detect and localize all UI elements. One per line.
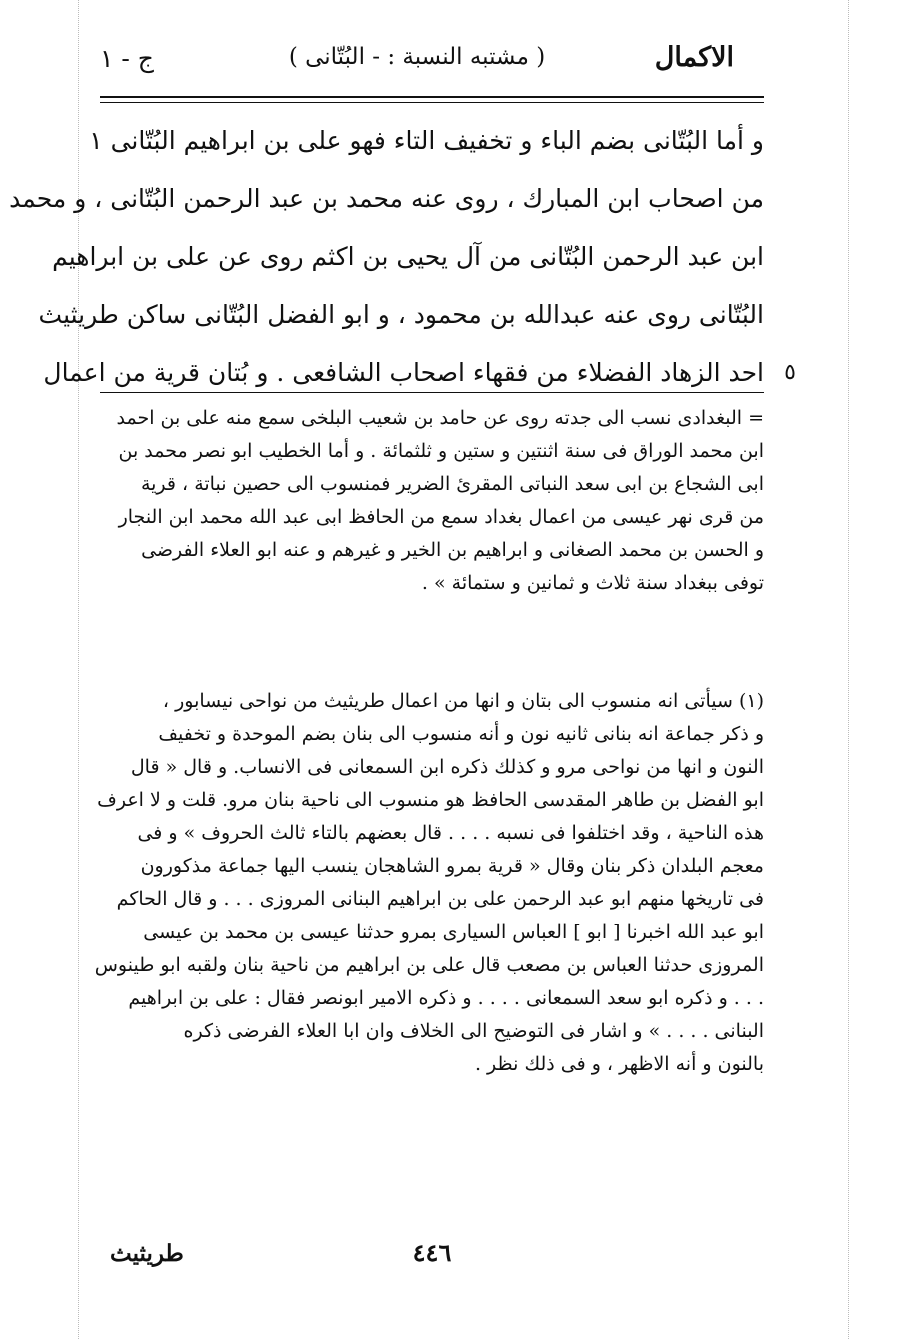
- footnote-line: ابو الفضل بن طاهر المقدسى الحافظ هو منسوب الى ناحية بنان مرو. قلت و لا اعرف: [97, 789, 764, 811]
- page-header: [70, 36, 764, 92]
- main-line-text: احد الزهاد الفضلاء من فقهاء اصحاب الشافعى . و بُتان قرية من اعمال: [43, 358, 764, 387]
- book-title: الاكمال: [654, 42, 734, 73]
- main-line: ابن عبد الرحمن البُتّانى من آل يحيى بن اكثم روى عن على بن ابراهيم: [52, 242, 764, 271]
- main-line: و أما البُتّانى بضم الباء و تخفيف التاء فهو على بن ابراهيم البُتّانى ١: [89, 126, 764, 155]
- footnote-line: . . . و ذكره ابو سعد السمعانى . . . . و ذكره الامير ابونصر فقال : على بن ابراهيم: [128, 987, 764, 1009]
- footnote-line: من قرى نهر عيسى من اعمال بغداد سمع من الحافظ ابى عبد الله محمد ابن النجار: [118, 506, 764, 528]
- footnote-line: فى تاريخها منهم ابو عبد الرحمن على بن ابراهيم البنانى المروزى . . . و قال الحاكم: [116, 888, 764, 910]
- footnote-line: ابن محمد الوراق فى سنة اثنتين و ستين و ثلثمائة . و أما الخطيب ابو نصر محمد بن: [118, 440, 764, 462]
- footnote-line: و الحسن بن محمد الصغانى و ابراهيم بن الخير و غيرهم و عنه ابو العلاء الفرضى: [141, 539, 764, 561]
- footnote-line: النون و انها من نواحى مرو و كذلك ذكره ابن السمعانى فى الانساب. و قال « قال: [130, 756, 764, 778]
- footnote-line: ابى الشجاع بن ابى سعد النباتى المقرئ الضرير فمنسوب الى حصين نباتة ، قرية: [140, 473, 764, 495]
- line-number: ٥: [784, 360, 796, 385]
- header-rule: [100, 96, 764, 98]
- footnote-separator: [100, 392, 764, 393]
- footnote-line: معجم البلدان ذكر بنان وقال « قرية بمرو الشاهجان ينسب اليها جماعة مذكورون: [140, 855, 764, 877]
- header-rule-thin: [100, 102, 764, 103]
- footnote-line: البنانى . . . . » و اشار فى التوضيح الى الخلاف وان ابا العلاء الفرضى ذكره: [183, 1020, 764, 1042]
- footnote-1: [95, 685, 764, 1081]
- footnote-line: بالنون و أنه الاظهر ، و فى ذلك نظر .: [474, 1053, 764, 1075]
- main-line: من اصحاب ابن المبارك ، روى عنه محمد بن عبد الرحمن البُتّانى ، و محمد: [9, 184, 764, 213]
- footnote-line: و ذكر جماعة انه بنانى ثانيه نون و أنه منسوب الى بنان بضم الموحدة و تخفيف: [158, 723, 764, 745]
- volume-label: ج - ١: [100, 44, 154, 73]
- catchword: طريثيث: [110, 1240, 184, 1267]
- main-line-5: [43, 344, 796, 402]
- footnote-line: = البغدادى نسب الى جدته روى عن حامد بن شعيب البلخى سمع منه على بن احمد: [116, 407, 764, 429]
- section-subtitle: ( مشتبه النسبة : - البُتّانى ): [288, 44, 546, 70]
- footnote-line: هذه الناحية ، وقد اختلفوا فى نسبه . . . . قال بعضهم بالتاء ثالث الحروف » و فى: [137, 822, 764, 844]
- page-edge-right: [848, 0, 849, 1339]
- footnote-line: المروزى حدثنا العباس بن مصعب قال على بن ابراهيم من ناحية بنان ولقبه ابو طينوس: [94, 954, 764, 976]
- footnote-line: توفى ببغداد سنة ثلاث و ثمانين و ستمائة » .: [421, 572, 764, 594]
- main-text: [9, 112, 796, 402]
- main-line: البُتّانى روى عنه عبدالله بن محمود ، و ابو الفضل البُتّانى ساكن طريثيث: [38, 300, 764, 329]
- footnote-line: (١) سيأتى انه منسوب الى بتان و انها من اعمال طريثيث من نواحى نيسابور ،: [162, 690, 764, 712]
- footnote-line: ابو عبد الله اخبرنا [ ابو ] العباس السيارى بمرو حدثنا عيسى بن محمد بن عيسى: [143, 921, 764, 943]
- footnote-continuation: [95, 402, 764, 600]
- page-number: ٤٤٦: [412, 1238, 452, 1267]
